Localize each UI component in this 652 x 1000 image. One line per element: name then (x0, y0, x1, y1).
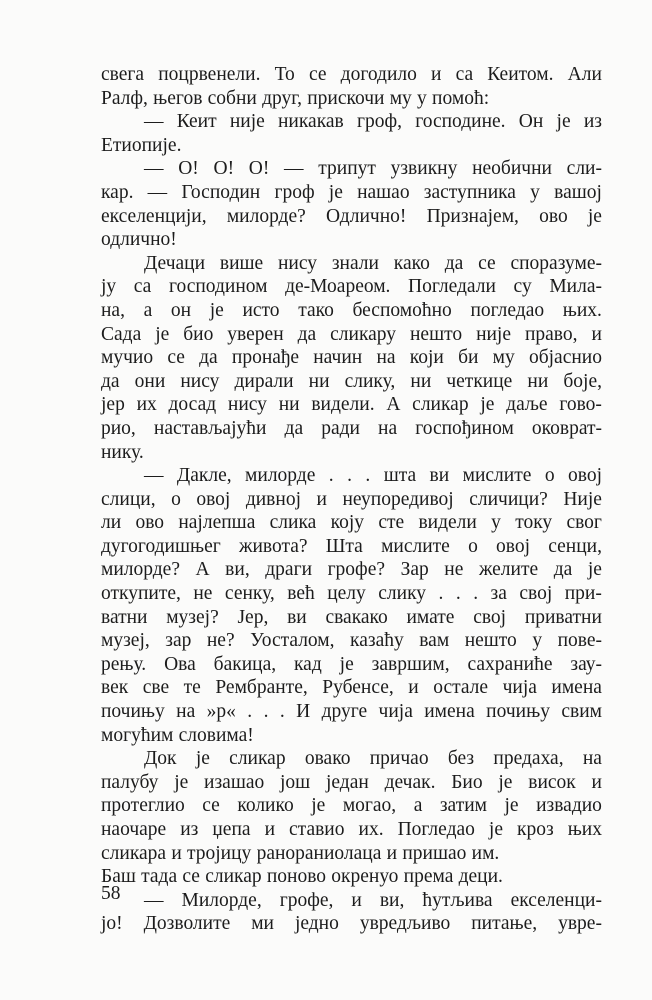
text-line: слици, о овој дивној и неупоредивој сличици? Није (101, 488, 602, 510)
text-line: музеј, зар не? Уосталом, казаћу вам нешто у пове- (101, 630, 602, 652)
text-line: наочаре из џепа и ставио их. Погледао је кроз њих (101, 819, 602, 840)
text-line: Дечаци више нису знали како да се споразуме- (144, 252, 602, 274)
text-line: да они нису дирали ни слику, ни четкице ни боје, (101, 370, 602, 392)
text-line: мучио се да пронађе начин на који би му објаснио (101, 347, 602, 369)
text-line: милорде? А ви, драги грофе? Зар не желите да је (101, 559, 602, 581)
text-line: могућим словима! (101, 724, 254, 746)
text-line: ју са господином де-Моареом. Погледали су Мила- (101, 276, 602, 298)
text-line: Етиопије. (101, 134, 182, 156)
text-line: почињу на »р« . . . И друге чија имена почињу свим (101, 701, 602, 723)
text-line: рио, настављајући да ради на госпођином оковрат- (101, 417, 602, 439)
text-line: откупите, не сенку, већ целу слику . . . за свој при- (101, 583, 602, 605)
text-line: палубу је изашао још један дечак. Био је висок и (101, 771, 602, 793)
text-line: — Дакле, милорде . . . шта ви мислите о овој (144, 465, 602, 487)
text-line: дугогодишњег живота? Шта мислите о овој сенци, (101, 535, 602, 557)
text-line: кар. — Господин гроф је нашао заступника у вашој (101, 181, 602, 203)
text-line: јо! Дозволите ми једно увредљиво питање, увре- (101, 913, 602, 935)
text-line: век све те Рембранте, Рубенсе, и остале чија имена (101, 677, 602, 699)
text-line: нику. (101, 441, 144, 463)
text-line: одлично! (101, 229, 177, 251)
text-line: Баш тада се сликар поново окренуо према деци. (101, 866, 503, 888)
text-line: на, а он је исто тако беспомоћно погледао њих. (101, 299, 602, 321)
text-line: рењу. Ова бакица, кад је завршим, сахраниће зау- (101, 653, 602, 675)
text-line: ватни музеј? Јер, ви свакако имате свој приватни (101, 606, 602, 628)
body-text (101, 63, 602, 936)
text-line: Док је сликар овако причао без предаха, на (144, 748, 602, 770)
page-number: 58 (101, 883, 121, 904)
text-line: Ралф, његов собни друг, прискочи му у помоћ: (101, 87, 490, 109)
text-line: ли ово најлепша слика коју сте видели у току свог (101, 512, 602, 534)
text-line: протеглио се колико је могао, а затим је извадио (101, 795, 602, 817)
text-line: јер их досад нису ни видели. А сликар је даље гово- (101, 394, 602, 416)
text-line: Сада је био уверен да сликару нешто није право, и (101, 323, 602, 345)
text-line: — О! О! О! — трипут узвикну необични сли- (144, 158, 602, 180)
text-line: свега поцрвенели. То се догодило и са Кеитом. Али (101, 64, 602, 85)
text-line: екселенцији, милорде? Одлично! Признајем, ово је (101, 205, 602, 227)
text-line: сликара и тројицу ранораниолаца и пришао им. (101, 842, 500, 864)
text-line: — Милорде, грофе, и ви, ћутљива екселенци- (144, 889, 602, 911)
text-line: — Кеит није никакав гроф, господине. Он је из (144, 111, 602, 133)
